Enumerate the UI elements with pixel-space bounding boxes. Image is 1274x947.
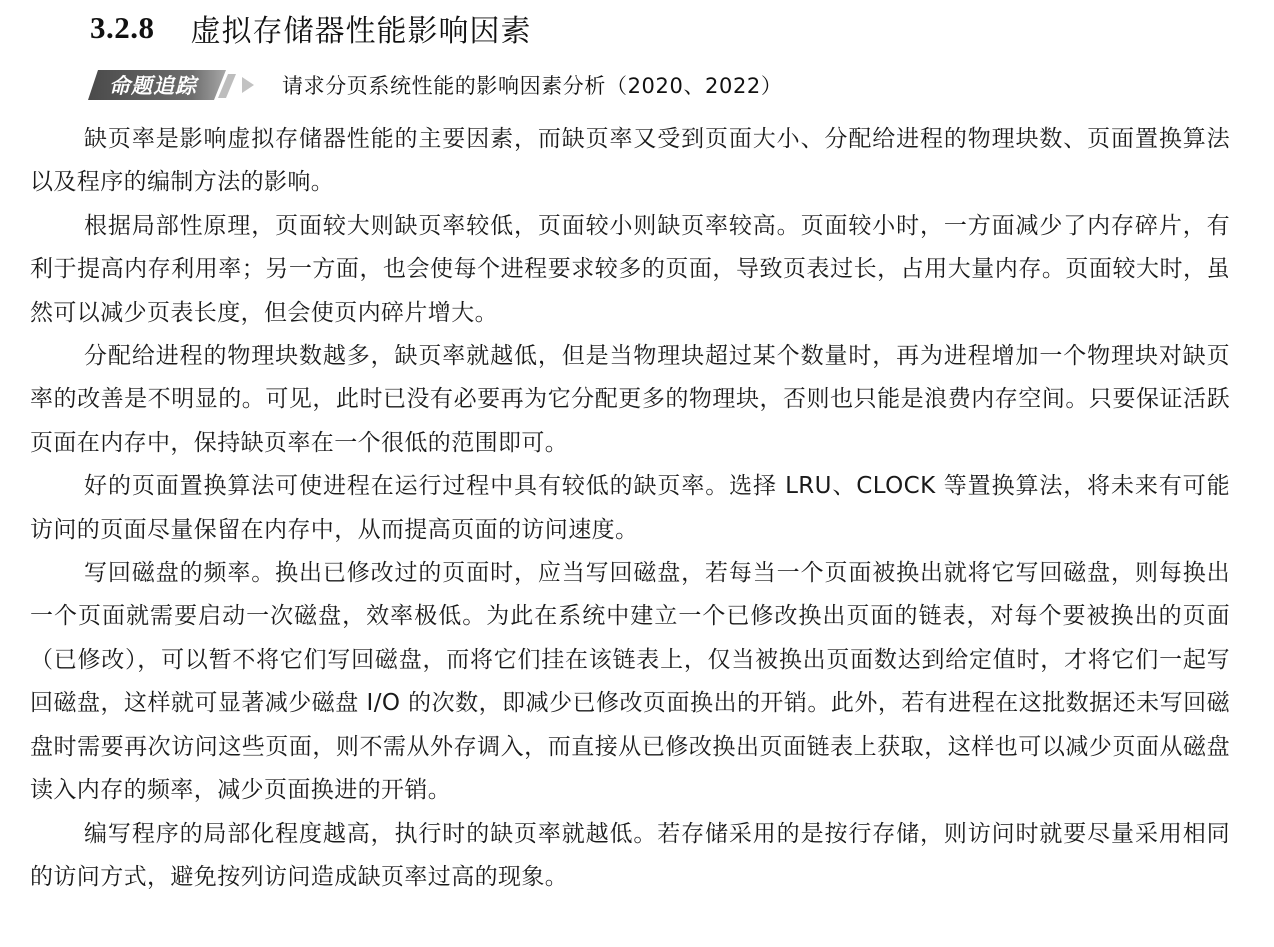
arrow-right-icon <box>242 77 254 93</box>
topic-tracking-badge <box>88 70 226 100</box>
topic-tracking-text: 请求分页系统性能的影响因素分析（2020、2022） <box>282 74 783 98</box>
paragraph: 写回磁盘的频率。换出已修改过的页面时，应当写回磁盘，若每当一个页面被换出就将它写回磁盘，则每换出一个页面就需要启动一次磁盘，效率极低。为此在系统中建立一个已修改换出页面的链表，对每个要被换出的页面（已修改），可以暂不将它们写回磁盘，而将它们挂在该链表上，仅当被换出页面数达到给定值时，才将它们一起写回磁盘，这样就可显著减少磁盘 I/O 的次数，即减少已修改页面换出的开销。此外，若有进程在这批数据还未写回磁盘时需要再次访问这些页面，则不需从外存调入，而直接从已修改换出页面链表上获取，这样也可以减少页面从磁盘读入内存的频率，减少页面换进的开销。 <box>30 560 1230 804</box>
paragraph: 好的页面置换算法可使进程在运行过程中具有较低的缺页率。选择 LRU、CLOCK 等置换算法，将未来有可能访问的页面尽量保留在内存中，从而提高页面的访问速度。 <box>30 473 1230 543</box>
paragraph: 缺页率是影响虚拟存储器性能的主要因素，而缺页率又受到页面大小、分配给进程的物理块数、页面置换算法以及程序的编制方法的影响。 <box>30 126 1230 196</box>
topic-tracking-label: 命题追踪 <box>109 74 197 98</box>
paragraph: 分配给进程的物理块数越多，缺页率就越低，但是当物理块超过某个数量时，再为进程增加一个物理块对缺页率的改善是不明显的。可见，此时已没有必要再为它分配更多的物理块，否则也只能是浪费内存空间。只要保证活跃页面在内存中，保持缺页率在一个很低的范围即可。 <box>30 343 1230 456</box>
section-number: 3.2.8 <box>90 10 155 45</box>
paragraph: 编写程序的局部化程度越高，执行时的缺页率就越低。若存储采用的是按行存储，则访问时就要尽量采用相同的访问方式，避免按列访问造成缺页率过高的现象。 <box>30 820 1230 890</box>
section-title: 虚拟存储器性能影响因素 <box>190 14 532 49</box>
paragraph: 根据局部性原理，页面较大则缺页率较低，页面较小则缺页率较高。页面较小时，一方面减少了内存碎片，有利于提高内存利用率；另一方面，也会使每个进程要求较多的页面，导致页表过长，占用大量内存。页面较大时，虽然可以减少页表长度，但会使页内碎片增大。 <box>30 212 1230 326</box>
section-heading <box>90 6 532 50</box>
topic-tracking-bar <box>88 67 783 103</box>
body-text <box>30 118 1230 899</box>
